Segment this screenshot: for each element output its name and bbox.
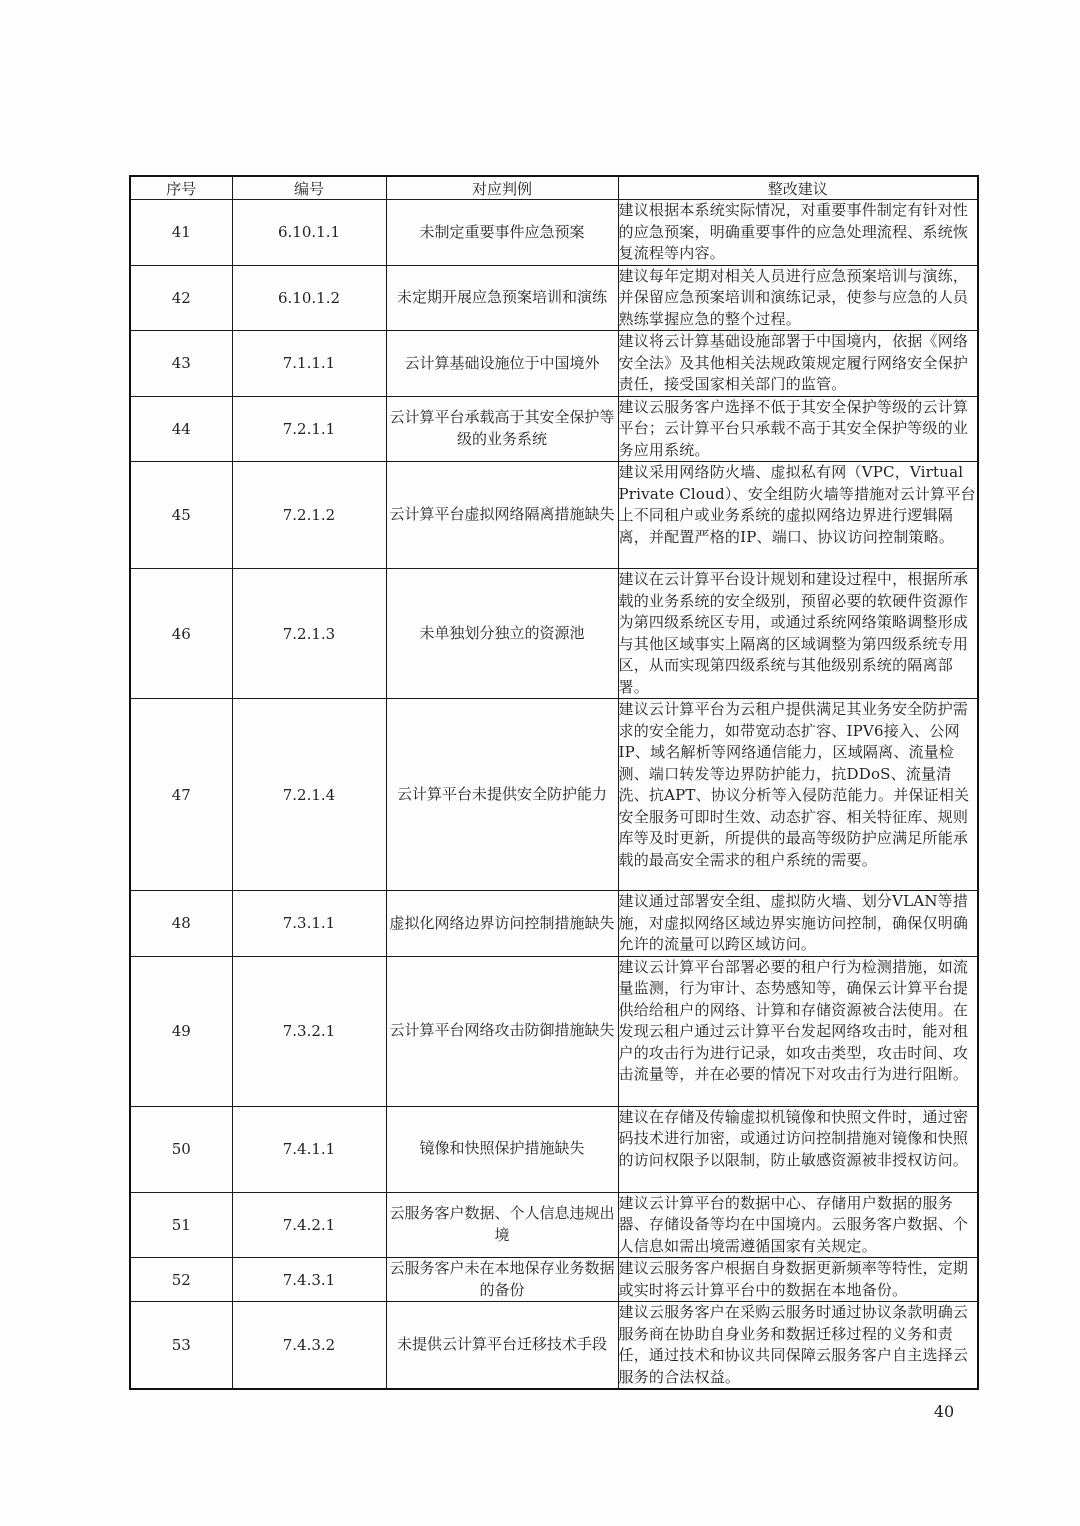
table-row [130, 1106, 978, 1192]
table-row [130, 956, 978, 1106]
table-row [130, 396, 978, 462]
row-case: 云计算基础设施位于中国境外 [386, 331, 618, 397]
row-code: 7.3.2.1 [232, 956, 386, 1106]
row-case: 云服务客户数据、个人信息违规出境 [386, 1192, 618, 1258]
row-advice: 建议云服务客户在采购云服务时通过协议条款明确云服务商在协助自身业务和数据迁移过程的义务和责任，通过技术和协议共同保障云服务客户自主选择云服务的合法权益。 [618, 1302, 978, 1390]
row-advice: 建议根据本系统实际情况，对重要事件制定有针对性的应急预案，明确重要事件的应急处理流程、系统恢复流程等内容。 [618, 200, 978, 266]
row-case: 虚拟化网络边界访问控制措施缺失 [386, 891, 618, 957]
row-serial: 45 [130, 462, 232, 569]
row-case: 云计算平台网络攻击防御措施缺失 [386, 956, 618, 1106]
header-advice: 整改建议 [618, 176, 978, 200]
row-advice: 建议云计算平台为云租户提供满足其业务安全防护需求的安全能力，如带宽动态扩容、IPV6接入、公网IP、域名解析等网络通信能力，区域隔离、流量检测、端口转发等边界防护能力，抗DDoS、流量清洗、抗APT、协议分析等入侵防范能力。并保证相关安全服务可即时生效、动态扩容、相关特征库、规则库等及时更新，所提供的最高等级防护应满足所能承载的最高安全需求的租户系统的需要。 [618, 699, 978, 891]
row-advice: 建议在存储及传输虚拟机镜像和快照文件时，通过密码技术进行加密，或通过访问控制措施对镜像和快照的访问权限予以限制，防止敏感资源被非授权访问。 [618, 1106, 978, 1192]
row-advice: 建议在云计算平台设计规划和建设过程中，根据所承载的业务系统的安全级别，预留必要的软硬件资源作为第四级系统区专用，或通过系统网络策略调整形成与其他区域事实上隔离的区域调整为第四级系统专用区，从而实现第四级系统与其他级别系统的隔离部署。 [618, 569, 978, 699]
row-code: 7.1.1.1 [232, 331, 386, 397]
row-case: 未提供云计算平台迁移技术手段 [386, 1302, 618, 1390]
row-advice: 建议云服务客户根据自身数据更新频率等特性，定期或实时将云计算平台中的数据在本地备份。 [618, 1258, 978, 1302]
row-serial: 44 [130, 396, 232, 462]
row-code: 7.4.2.1 [232, 1192, 386, 1258]
row-case: 云计算平台虚拟网络隔离措施缺失 [386, 462, 618, 569]
row-serial: 47 [130, 699, 232, 891]
row-code: 7.2.1.1 [232, 396, 386, 462]
row-advice: 建议采用网络防火墙、虚拟私有网（VPC，Virtual Private Cloud）、安全组防火墙等措施对云计算平台上不同租户或业务系统的虚拟网络边界进行逻辑隔离，并配置严格的IP、端口、协议访问控制策略。 [618, 462, 978, 569]
row-case: 未制定重要事件应急预案 [386, 200, 618, 266]
table-row [130, 699, 978, 891]
row-code: 7.2.1.3 [232, 569, 386, 699]
row-serial: 41 [130, 200, 232, 266]
row-serial: 48 [130, 891, 232, 957]
row-serial: 53 [130, 1302, 232, 1390]
table-row [130, 1302, 978, 1390]
row-code: 6.10.1.1 [232, 200, 386, 266]
table-row [130, 891, 978, 957]
row-serial: 51 [130, 1192, 232, 1258]
header-serial: 序号 [130, 176, 232, 200]
row-case: 未定期开展应急预案培训和演练 [386, 265, 618, 331]
row-advice: 建议云计算平台的数据中心、存储用户数据的服务器、存储设备等均在中国境内。云服务客户数据、个人信息如需出境需遵循国家有关规定。 [618, 1192, 978, 1258]
table-row [130, 1192, 978, 1258]
header-code: 编号 [232, 176, 386, 200]
row-serial: 42 [130, 265, 232, 331]
table-row [130, 462, 978, 569]
row-code: 7.2.1.4 [232, 699, 386, 891]
table-row [130, 265, 978, 331]
row-advice: 建议通过部署安全组、虚拟防火墙、划分VLAN等措施，对虚拟网络区域边界实施访问控制，确保仅明确允许的流量可以跨区域访问。 [618, 891, 978, 957]
row-serial: 46 [130, 569, 232, 699]
page-number: 40 [933, 1402, 955, 1421]
table-row [130, 200, 978, 266]
rectification-table [129, 175, 979, 1390]
row-advice: 建议将云计算基础设施部署于中国境内，依据《网络安全法》及其他相关法规政策规定履行网络安全保护责任，接受国家相关部门的监管。 [618, 331, 978, 397]
row-code: 7.4.1.1 [232, 1106, 386, 1192]
row-case: 未单独划分独立的资源池 [386, 569, 618, 699]
row-case: 云服务客户未在本地保存业务数据的备份 [386, 1258, 618, 1302]
row-advice: 建议每年定期对相关人员进行应急预案培训与演练，并保留应急预案培训和演练记录，使参与应急的人员熟练掌握应急的整个过程。 [618, 265, 978, 331]
table-row [130, 331, 978, 397]
row-advice: 建议云服务客户选择不低于其安全保护等级的云计算平台；云计算平台只承载不高于其安全保护等级的业务应用系统。 [618, 396, 978, 462]
row-code: 6.10.1.2 [232, 265, 386, 331]
row-serial: 50 [130, 1106, 232, 1192]
row-code: 7.4.3.1 [232, 1258, 386, 1302]
row-serial: 49 [130, 956, 232, 1106]
table-row [130, 1258, 978, 1302]
table-row [130, 569, 978, 699]
header-case: 对应判例 [386, 176, 618, 200]
row-code: 7.2.1.2 [232, 462, 386, 569]
table-header-row [130, 176, 978, 200]
row-case: 云计算平台未提供安全防护能力 [386, 699, 618, 891]
row-case: 镜像和快照保护措施缺失 [386, 1106, 618, 1192]
row-serial: 43 [130, 331, 232, 397]
row-case: 云计算平台承载高于其安全保护等级的业务系统 [386, 396, 618, 462]
row-advice: 建议云计算平台部署必要的租户行为检测措施，如流量监测，行为审计、态势感知等，确保云计算平台提供给给租户的网络、计算和存储资源被合法使用。在发现云租户通过云计算平台发起网络攻击时，能对租户的攻击行为进行记录，如攻击类型，攻击时间、攻击流量等，并在必要的情况下对攻击行为进行阻断。 [618, 956, 978, 1106]
row-serial: 52 [130, 1258, 232, 1302]
row-code: 7.4.3.2 [232, 1302, 386, 1390]
row-code: 7.3.1.1 [232, 891, 386, 957]
